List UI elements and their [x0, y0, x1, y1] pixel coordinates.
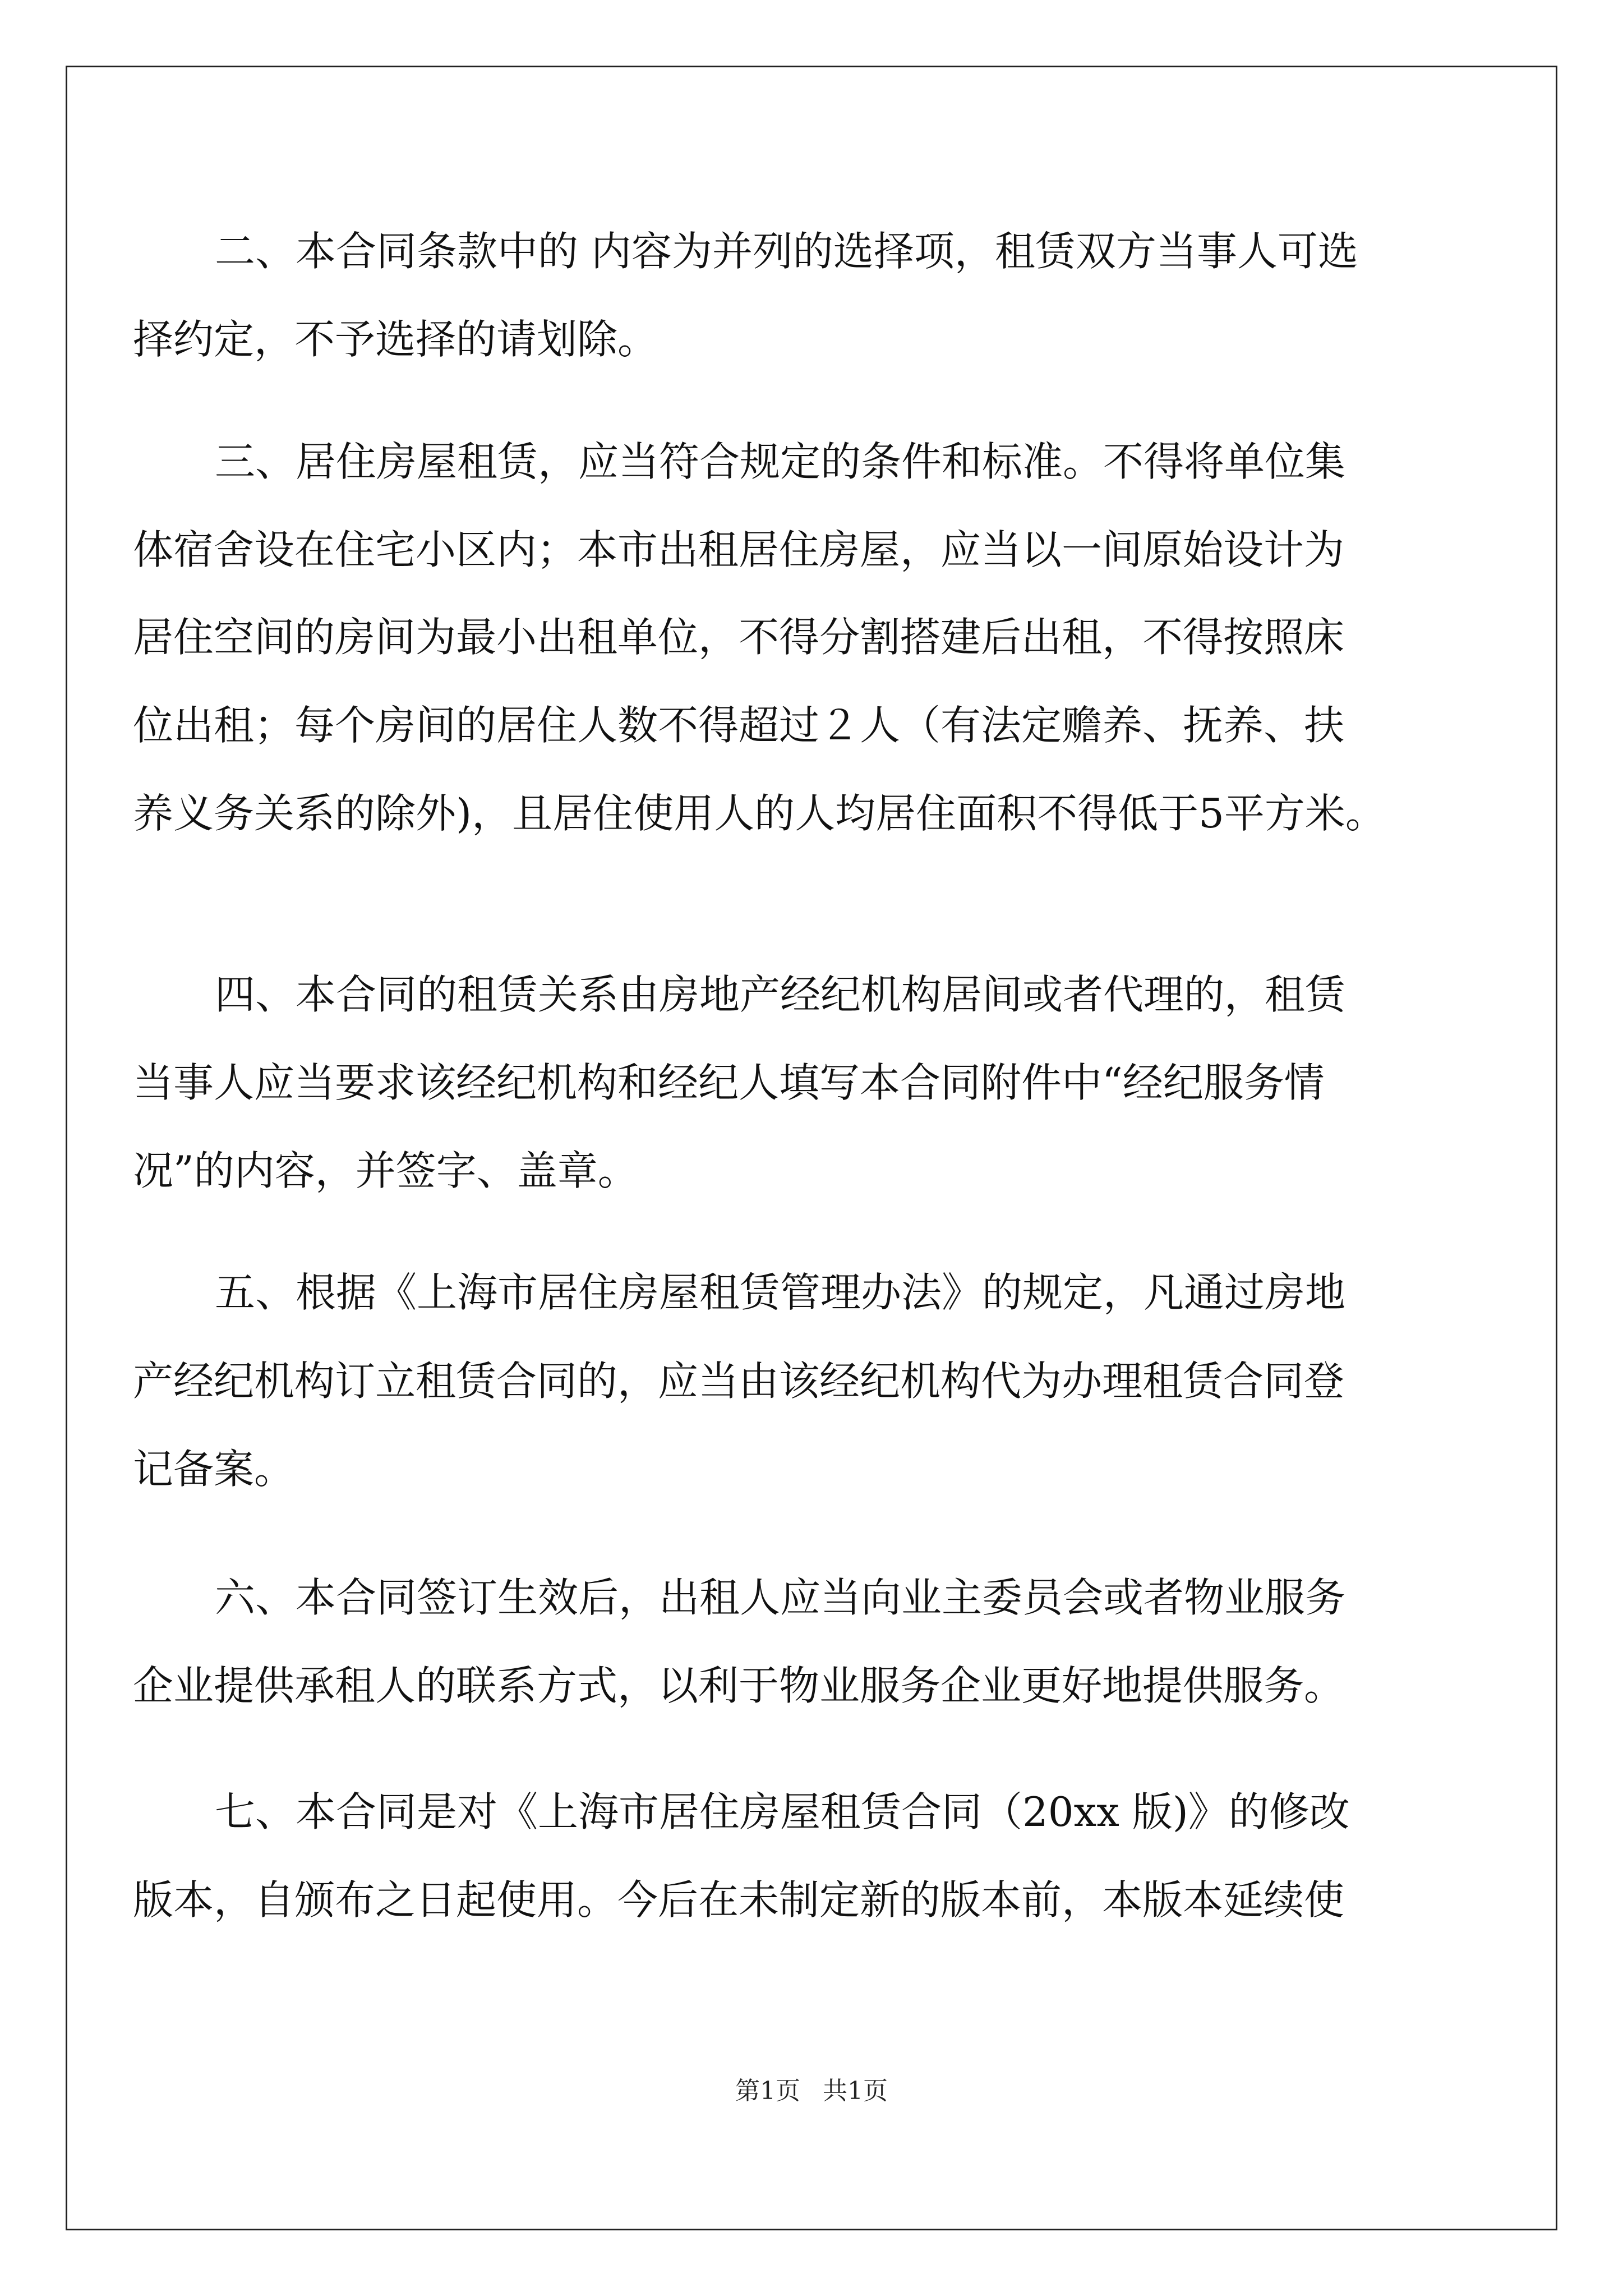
- page-number: 第1页: [735, 2077, 800, 2105]
- paragraph-4-line-3: 况”的内容，并签字、盖章。: [133, 1147, 638, 1194]
- paragraph-6-line-1: 六、本合同签订生效后，出租人应当向业主委员会或者物业服务: [215, 1574, 1346, 1621]
- paragraph-5-line-1: 五、根据《上海市居住房屋租赁管理办法》的规定，凡通过房地: [215, 1269, 1346, 1316]
- paragraph-4-line-2: 当事人应当要求该经纪机构和经纪人填写本合同附件中“经纪服务情: [133, 1059, 1325, 1106]
- paragraph-7-line-2: 版本，自颁布之日起使用。今后在未制定新的版本前，本版本延续使: [133, 1876, 1345, 1924]
- paragraph-5-line-3: 记备案。: [133, 1446, 295, 1493]
- paragraph-2-line-2: 择约定，不予选择的请划除。: [133, 316, 658, 363]
- paragraph-6-line-2: 企业提供承租人的联系方式，以利于物业服务企业更好地提供服务。: [133, 1662, 1345, 1709]
- paragraph-2-line-1: 二、本合同条款中的 内容为并列的选择项，租赁双方当事人可选: [215, 228, 1358, 275]
- paragraph-3-line-1: 三、居住房屋租赁，应当符合规定的条件和标准。不得将单位集: [215, 438, 1346, 485]
- paragraph-4-line-1: 四、本合同的租赁关系由房地产经纪机构居间或者代理的，租赁: [215, 971, 1346, 1018]
- paragraph-5-line-2: 产经纪机构订立租赁合同的，应当由该经纪机构代为办理租赁合同登: [133, 1358, 1345, 1405]
- paragraph-3-line-2: 体宿舍设在住宅小区内；本市出租居住房屋，应当以一间原始设计为: [133, 526, 1345, 573]
- paragraph-3-line-5: 养义务关系的除外)，且居住使用人的人均居住面积不得低于5平方米。: [133, 790, 1386, 837]
- page-footer: [0, 2074, 1623, 2108]
- paragraph-3-line-4: 位出租；每个房间的居住人数不得超过２人（有法定赡养、抚养、扶: [133, 702, 1345, 749]
- page-count: 共1页: [823, 2077, 888, 2105]
- paragraph-3-line-3: 居住空间的房间为最小出租单位，不得分割搭建后出租，不得按照床: [133, 614, 1345, 661]
- paragraph-7-line-1: 七、本合同是对《上海市居住房屋租赁合同（20xx 版)》的修改: [215, 1788, 1350, 1835]
